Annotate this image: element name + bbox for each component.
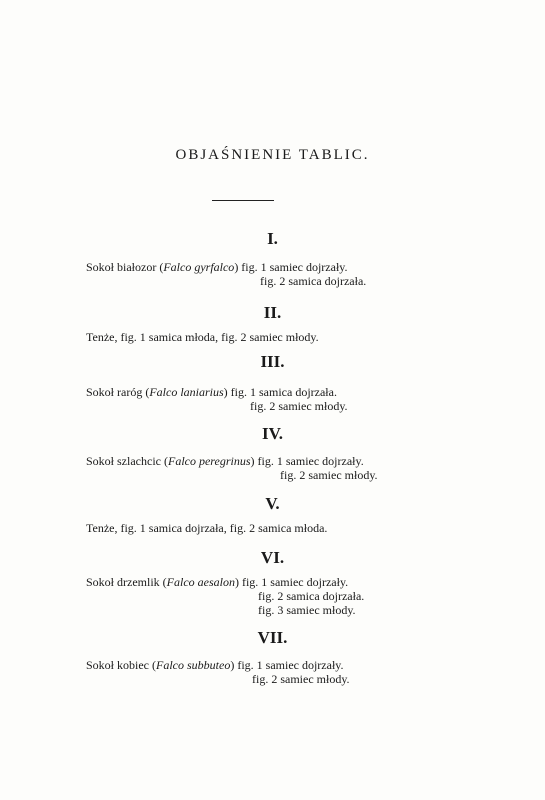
plate-3-line-1: Sokoł raróg (Falco laniarius) fig. 1 samica dojrzała. <box>86 385 337 399</box>
page-title: OBJAŚNIENIE TABLIC. <box>175 147 370 163</box>
plate-6-line-1: Sokoł drzemlik (Falco aesalon) fig. 1 samiec dojrzały. <box>86 575 349 589</box>
latin-name: Falco laniarius <box>149 385 224 399</box>
plate-numeral-6: VI. <box>260 548 285 567</box>
latin-name: Falco peregrinus <box>167 454 251 468</box>
plate-4-line-1: Sokoł szlachcic (Falco peregrinus) fig. 1 samiec dojrzały. <box>86 454 364 468</box>
plate-numeral-1: I. <box>267 229 278 248</box>
latin-name: Falco aesalon <box>166 575 235 589</box>
plate-numeral-7: VII. <box>257 628 288 647</box>
plate-3-line-2: fig. 2 samiec młody. <box>250 399 348 413</box>
plate-1-line-1: Sokoł białozor (Falco gyrfalco) fig. 1 samiec dojrzały. <box>86 260 348 274</box>
plate-6-line-3: fig. 3 samiec młody. <box>258 603 356 617</box>
title-rule <box>212 200 274 201</box>
plate-5-line-1: Tenże, fig. 1 samica dojrzała, fig. 2 samica młoda. <box>86 521 328 535</box>
plate-numeral-3: III. <box>260 352 285 371</box>
latin-name: Falco subbuteo <box>156 658 231 672</box>
plate-6-line-2: fig. 2 samica dojrzała. <box>258 589 365 603</box>
latin-name: Falco gyrfalco <box>163 260 235 274</box>
plate-1-line-2: fig. 2 samica dojrzała. <box>260 274 367 288</box>
plate-7-line-2: fig. 2 samiec młody. <box>252 672 350 686</box>
plate-numeral-5: V. <box>265 494 280 513</box>
plate-7-line-1: Sokoł kobiec (Falco subbuteo) fig. 1 samiec dojrzały. <box>86 658 344 672</box>
plate-numeral-2: II. <box>263 303 282 322</box>
plate-2-line-1: Tenże, fig. 1 samica młoda, fig. 2 samiec młody. <box>86 330 319 344</box>
plate-numeral-4: IV. <box>262 424 283 443</box>
plate-4-line-2: fig. 2 samiec młody. <box>280 468 378 482</box>
